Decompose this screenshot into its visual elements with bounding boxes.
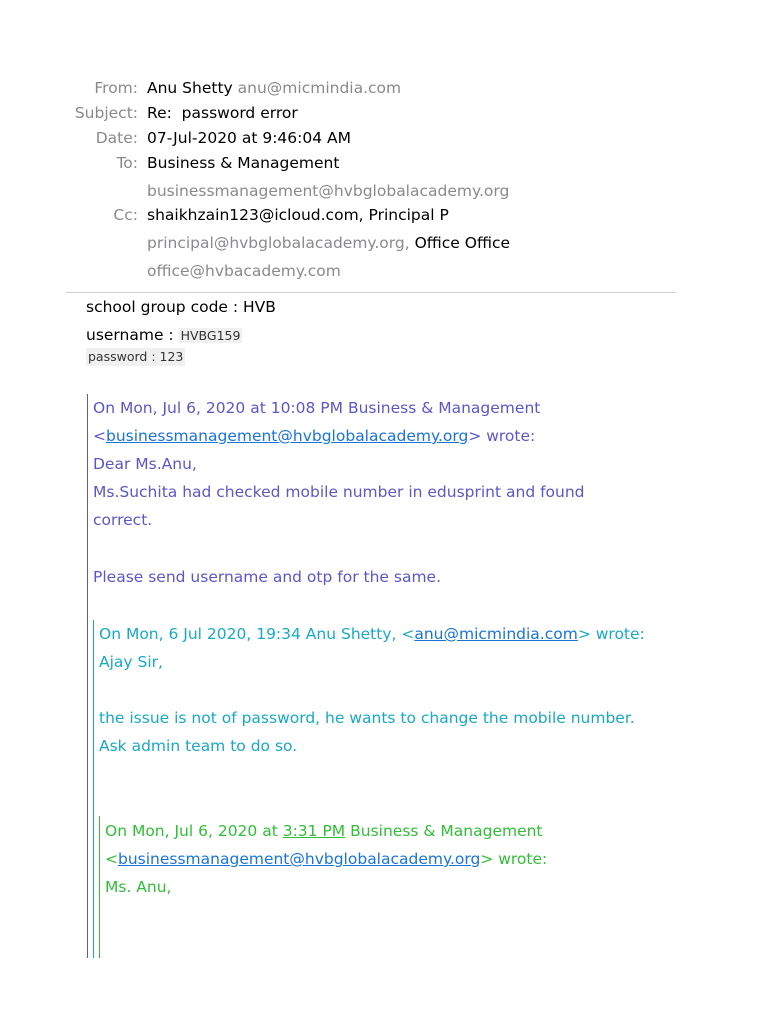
quote1-attr-close: > wrote: xyxy=(468,427,536,445)
to-name[interactable]: Business & Management xyxy=(147,154,340,172)
cc-row-3 xyxy=(0,260,768,282)
username-label: username : xyxy=(86,326,174,344)
password-line: password : 123 xyxy=(88,349,184,364)
quote3-line1: Ms. Anu, xyxy=(105,878,172,896)
subject-row xyxy=(0,102,768,124)
quote-bar-3 xyxy=(99,816,100,958)
from-name[interactable]: Anu Shetty xyxy=(147,79,233,97)
quote2-line3: Ask admin team to do so. xyxy=(99,737,298,755)
quote3-attribution-line2 xyxy=(105,848,547,870)
subject-label: Subject: xyxy=(74,104,138,122)
date-value: 07-Jul-2020 at 9:46:04 AM xyxy=(147,129,352,147)
quote3-attribution-line1 xyxy=(105,820,543,842)
group-code-line: school group code : HVB xyxy=(86,298,276,316)
quote3-email-link[interactable]: businessmanagement@hvbglobalacademy.org xyxy=(118,850,481,868)
quote3-time-link[interactable]: 3:31 PM xyxy=(282,822,346,840)
header-divider xyxy=(66,292,676,293)
cc-row xyxy=(0,204,768,226)
quote2-attr-pre: On Mon, 6 Jul 2020, 19:34 Anu Shetty, < xyxy=(99,625,415,643)
cc-office-email[interactable]: office@hvbacademy.com xyxy=(147,262,341,280)
quote2-line2: the issue is not of password, he wants to change the mobile number. xyxy=(99,709,635,727)
quote2-line1: Ajay Sir, xyxy=(99,653,163,671)
from-label: From: xyxy=(94,79,138,97)
quote1-line2: Ms.Suchita had checked mobile number in edusprint and found xyxy=(93,483,585,501)
cc-principal-email[interactable]: principal@hvbglobalacademy.org, xyxy=(147,234,410,252)
to-label: To: xyxy=(116,154,138,172)
to-email[interactable]: businessmanagement@hvbglobalacademy.org xyxy=(147,182,510,200)
quote1-line1: Dear Ms.Anu, xyxy=(93,455,197,473)
date-row xyxy=(0,127,768,149)
from-row xyxy=(0,77,768,99)
username-line xyxy=(86,324,242,347)
to-email-row xyxy=(0,180,768,202)
quote3-attr-post: Business & Management xyxy=(345,822,543,840)
quote1-line3: correct. xyxy=(93,511,153,529)
quote1-attribution-line1: On Mon, Jul 6, 2020 at 10:08 PM Business & Management xyxy=(93,399,541,417)
quote-bar-1 xyxy=(87,394,88,958)
from-email[interactable]: anu@micmindia.com xyxy=(237,79,402,97)
quote1-attr-open: < xyxy=(93,427,106,445)
subject-value: Re: password error xyxy=(147,104,298,122)
quote3-attr-open: < xyxy=(105,850,118,868)
cc-line2 xyxy=(147,232,510,254)
quote1-line4: Please send username and otp for the same. xyxy=(93,568,442,586)
to-row xyxy=(0,152,768,174)
date-label: Date: xyxy=(95,129,138,147)
cc-label: Cc: xyxy=(113,206,138,224)
username-value: HVBG159 xyxy=(180,328,241,343)
cc-line1[interactable]: shaikhzain123@icloud.com, Principal P xyxy=(147,206,449,224)
quote1-attribution-line2 xyxy=(93,425,535,447)
quote3-attr-close: > wrote: xyxy=(480,850,548,868)
quote-bar-2 xyxy=(93,620,94,958)
quote3-attr-pre: On Mon, Jul 6, 2020 at xyxy=(105,822,283,840)
from-value xyxy=(147,77,401,99)
quote2-attribution xyxy=(99,623,645,645)
quote2-email-link[interactable]: anu@micmindia.com xyxy=(414,625,578,643)
quote2-attr-post: > wrote: xyxy=(577,625,645,643)
cc-office-name[interactable]: Office Office xyxy=(414,234,511,252)
cc-row-2 xyxy=(0,232,768,254)
quote1-email-link[interactable]: businessmanagement@hvbglobalacademy.org xyxy=(106,427,469,445)
